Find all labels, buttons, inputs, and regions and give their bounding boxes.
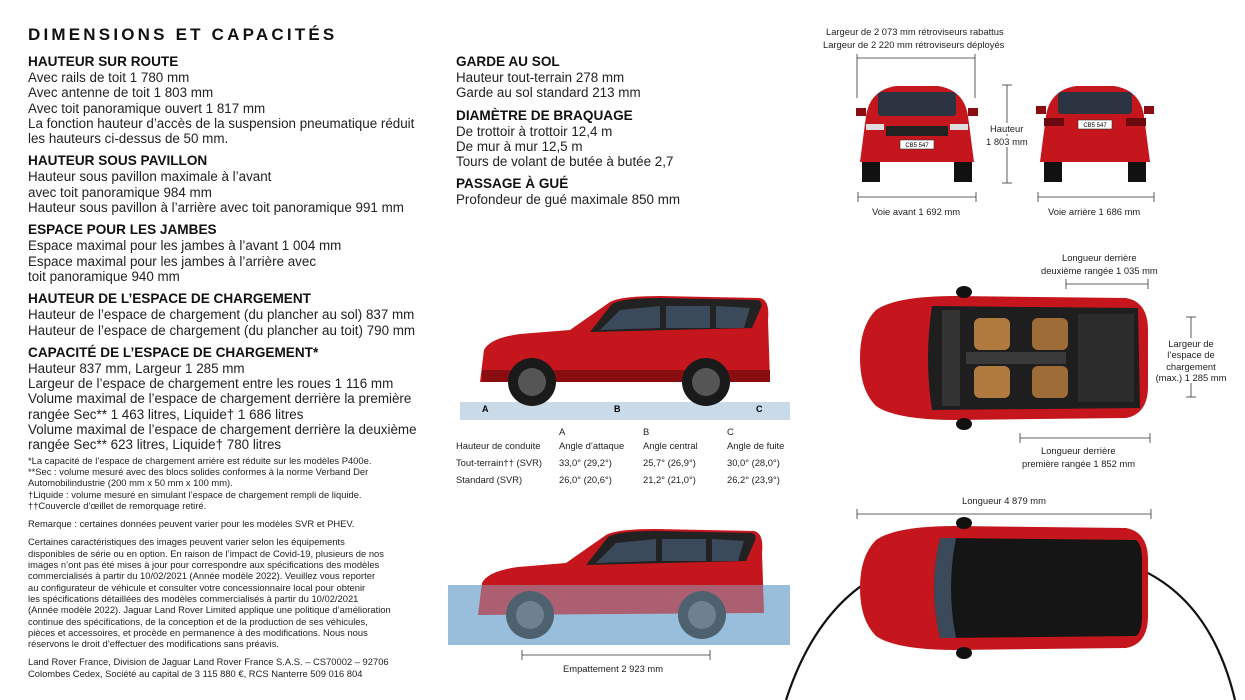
row-standard-label: Standard (SVR) [456,474,523,485]
company-info [28,656,438,679]
taillight-left [1044,118,1064,126]
section-line: Profondeur de gué maximale 850 mm [456,192,681,208]
header-ride-height: Hauteur de conduite [456,440,541,451]
disclaimer-line: disponibles de série ou en option. En raison de l’impact de Covid-19, plusieurs de nos [28,547,384,559]
section-line: Avec toit panoramique ouvert 1 817 mm [28,100,266,116]
load-width-line-4: (max.) 1 285 mm [1155,371,1227,383]
spacer [28,529,438,536]
mirror-right [956,418,972,430]
company-line: Land Rover France, Division de Jaguar Land Rover France S.A.S. – CS70002 – 92706 [28,656,389,668]
footnotes [28,455,438,511]
load-width-label [1150,338,1232,383]
section-line: De trottoir à trottoir 12,4 m [456,123,613,139]
tyre-right [954,162,972,182]
front-view-car [856,82,978,186]
grille [886,126,948,136]
section-line: Garde au sol standard 213 mm [456,85,641,101]
marker-a: A [482,404,489,414]
header-departure: Angle de fuite [727,440,785,451]
second-row-dimension [1066,278,1150,290]
load-width-line-3: chargement [1166,360,1216,372]
spacer [28,649,438,656]
section-line: Hauteur 837 mm, Largeur 1 285 mm [28,360,245,376]
marker-c: C [756,404,763,414]
length-dimension [856,507,1152,521]
marker-b: B [614,404,621,414]
tyre-left [862,162,880,182]
first-row-dimension [1020,432,1152,444]
header-approach: Angle d’attaque [559,440,625,451]
center-console [966,352,1066,364]
section-heading: GARDE AU SOL [456,54,560,69]
dashboard [942,310,960,406]
section-line: Hauteur de l’espace de chargement (du plancher au toit) 790 mm [28,322,416,338]
track-dimensions [858,190,1158,204]
front-rim [518,368,546,396]
shadow-ground [460,402,790,420]
first-row-label-2: première rangée 1 852 mm [1022,458,1136,469]
front-width-label-1: Largeur de 2 073 mm rétroviseurs rabattus [826,26,1004,37]
left-column [28,53,438,679]
water-overlay [448,585,790,645]
roof-panel [934,538,1142,638]
disclaimer-line: images n’ont pas été mises à jour pour correspondre aux spécifications des modèles [28,559,380,571]
rear-window [1058,92,1132,114]
mirror-left [1036,106,1046,114]
page-title: DIMENSIONS ET CAPACITÉS [28,25,338,44]
row-standard-c: 26,2° (23,9°) [727,474,780,485]
section-line: avec toit panoramique 984 mm [28,184,212,200]
section-line: rangée Sec** 623 litres, Liquide† 780 litres [28,437,282,453]
interior-top-view [856,290,1152,426]
section-heading: DIAMÈTRE DE BRAQUAGE [456,107,633,123]
section-line: Espace maximal pour les jambes à l’arrière avec [28,253,317,269]
disclaimer-line: les spécifications détaillées des modèles commercialisés à partir du 10/02/2021 [28,592,359,604]
headlight-left [866,124,884,130]
mirror-right [1144,106,1154,114]
section-heading: HAUTEUR SOUS PAVILLON [28,153,208,169]
section-line: De mur à mur 12,5 m [456,138,583,154]
tyre-right [1128,162,1146,182]
plate-text: CB5 547 [905,143,929,149]
header-breakover: Angle central [643,440,698,451]
header-letter-c: C [727,426,734,437]
section-heading: HAUTEUR SUR ROUTE [28,54,179,69]
section-line: Volume maximal de l’espace de chargement derrière la deuxième [28,422,417,438]
section-line: Tours de volant de butée à butée 2,7 [456,154,674,170]
disclaimer-line: (Année modèle 2022). Jaguar Land Rover Limited applique une politique d’amélioration [28,604,391,616]
section-line: Avec rails de toit 1 780 mm [28,70,190,85]
row-offroad-b: 25,7° (26,9°) [643,457,696,468]
wheelbase-label: Empattement 2 923 mm [563,663,664,674]
section-line: Hauteur de l’espace de chargement (du plancher au sol) 837 mm [28,307,415,323]
header-letter-b: B [643,426,650,437]
mirror-right [956,647,972,659]
rear-rim [692,368,720,396]
section-heading: CAPACITÉ DE L’ESPACE DE CHARGEMENT* [28,344,319,360]
section-line: Hauteur sous pavillon à l’arrière avec toit panoramique 991 mm [28,200,404,216]
section-line: La fonction hauteur d’accès de la suspension pneumatique réduit [28,115,415,131]
section-heading: PASSAGE À GUÉ [456,176,569,192]
rear-seat-right [1032,366,1068,398]
taillight-right [1126,118,1146,126]
first-row-label-1: Longueur derrière [1041,445,1116,456]
footnote-line: Automobilindustrie (200 mm x 50 mm x 100 mm). [28,477,233,489]
front-seat-right [974,366,1010,398]
disclaimer-line: réservons le droit d’effectuer des modifications sans préavis. [28,638,279,650]
spacer [28,511,438,518]
load-width-line-2: l’espace de [1167,349,1215,361]
section-line: Avec antenne de toit 1 803 mm [28,85,214,101]
second-row-label-2: deuxième rangée 1 035 mm [1041,265,1158,276]
disclaimer-line: continue des spécifications, de la conception et de la production de ses véhicules, [28,615,368,627]
header-letter-a: A [559,426,566,437]
mirror-left [856,108,866,116]
disclaimer-line: commercialisés à partir du 10/02/2021 (Année modèle 2022). Veuillez vous reporter [28,570,376,582]
section-line: Espace maximal pour les jambes à l’avant 1 004 mm [28,238,342,254]
mirror-left [956,517,972,529]
disclaimer-line: Certaines caractéristiques des images peuvent varier selon les équipements [28,536,345,548]
wheelbase-dimension [520,648,712,662]
section-line: rangée Sec** 1 463 litres, Liquide† 1 686 litres [28,406,304,422]
row-offroad-c: 30,0° (28,0°) [727,457,780,468]
section-line: Hauteur tout-terrain 278 mm [456,70,625,85]
footnote-line: *La capacité de l’espace de chargement arrière est réduite sur les modèles P400e. [28,454,372,466]
tyre-left [1044,162,1062,182]
height-label-2: 1 803 mm [986,136,1028,147]
section-line: les hauteurs ci-dessus de 50 mm. [28,131,229,147]
rear-plate-text: CB5 547 [1083,123,1107,129]
footnote-line: ††Couvercle d’œillet de remorquage retiré. [28,499,207,511]
footnote-line: **Sec : volume mesuré avec des blocs solides conformes à la norme Verband Der [28,465,369,477]
windshield [878,92,956,116]
section-line: toit panoramique 940 mm [28,268,180,284]
front-seat-left [974,318,1010,350]
disclaimer-line: au configurateur de véhicule et consulter votre concessionnaire local pour obtenir [28,581,366,593]
track-front-label: Voie avant 1 692 mm [872,206,961,217]
second-row-label-1: Longueur derrière [1062,252,1137,263]
row-standard-a: 26,0° (20,6°) [559,474,612,485]
disclaimer-line: pièces et accessoires, et procède en permanence à des modifications. Nous nous [28,626,368,638]
length-label: Longueur 4 879 mm [962,495,1046,506]
mirror-right [968,108,978,116]
rear-view-car [1036,82,1154,186]
row-offroad-label: Tout-terrain†† (SVR) [456,457,542,468]
remark: Remarque : certaines données peuvent varier pour les modèles SVR et PHEV. [28,518,355,530]
front-width-label-2: Largeur de 2 220 mm rétroviseurs déployés [823,39,1005,50]
cargo-area [1078,314,1134,402]
wading-car-illustration [448,525,790,650]
side-car-illustration [460,290,790,420]
mirror-left [956,286,972,298]
footnote-line: †Liquide : volume mesuré en simulant l’espace de chargement rempli de liquide. [28,488,362,500]
track-rear-label: Voie arrière 1 686 mm [1048,206,1141,217]
section-line: Largeur de l’espace de chargement entre les roues 1 116 mm [28,376,394,392]
company-line: Colombes Cedex, Société au capital de 3 115 880 €, RCS Nanterre 509 016 804 [28,667,363,679]
disclaimer [28,536,438,649]
row-offroad-a: 33,0° (29,2°) [559,457,612,468]
middle-column [456,53,756,208]
load-width-line-1: Largeur de [1168,338,1214,349]
section-heading: ESPACE POUR LES JAMBES [28,222,217,238]
height-label-1: Hauteur [990,123,1024,134]
roof-top-view [856,520,1152,656]
mid-sections [456,53,756,208]
row-standard-b: 21,2° (21,0°) [643,474,696,485]
headlight-right [950,124,968,130]
section-line: Volume maximal de l’espace de chargement derrière la première [28,391,412,407]
rear-seat-left [1032,318,1068,350]
section-line: Hauteur sous pavillon maximale à l’avant [28,169,272,185]
left-sections [28,53,438,453]
section-heading: HAUTEUR DE L’ESPACE DE CHARGEMENT [28,291,311,307]
